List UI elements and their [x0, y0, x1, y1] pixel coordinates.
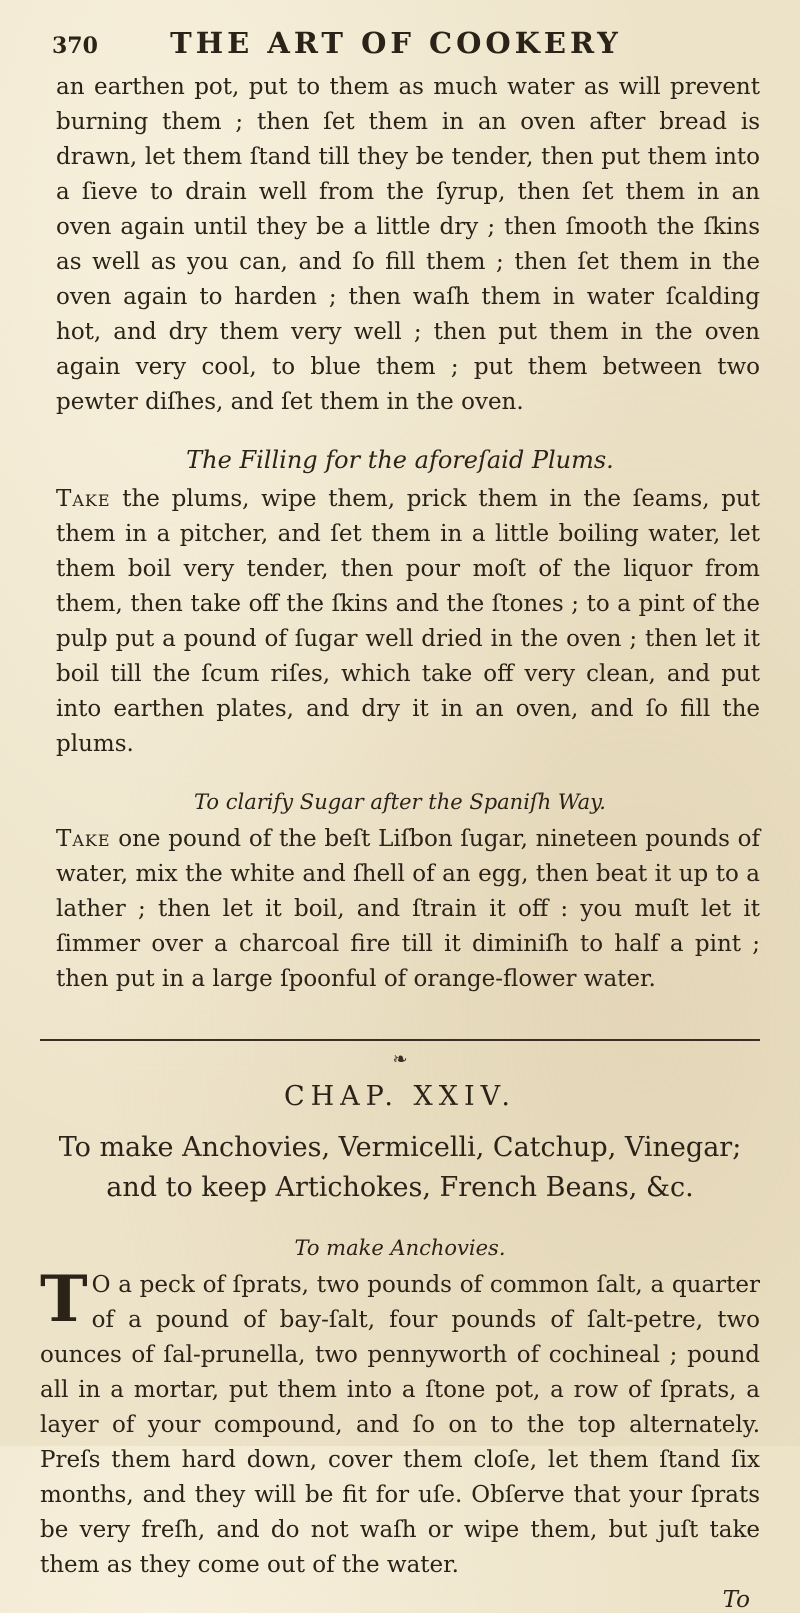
recipe-body-sugar	[40, 822, 760, 997]
section-rule	[40, 1039, 760, 1041]
recipe-body-anchovies: O a peck of ſprats, two pounds of common ſalt, a quarter of a pound of bay-ſalt, four pounds of ſalt-petre, two ounces of ſal-prunella, two pennyworth of cochineal ; pound all in a mortar, put them into a ſtone pot, a row of ſprats, a layer of your compound, and ſo on to the top alternately. Preſs them hard down, cover them cloſe, let them ſtand ſix months, and they will be fit for uſe. Obſerve that your ſprats be very freſh, and do not waſh or wipe them, but juſt take them as they come out of the water.	[40, 1272, 760, 1578]
chapter-number: CHAP. XXIV.	[283, 1081, 517, 1112]
ornament-icon: ❧	[392, 1049, 408, 1070]
recipe-lead-word: Take	[56, 826, 111, 852]
drop-cap: T	[40, 1262, 88, 1337]
recipe-title-filling: The Filling for the aforeſaid Plums.	[186, 446, 614, 474]
recipe-title-sugar: To clarify Sugar after the Spaniſh Way.	[194, 790, 606, 814]
running-title: THE ART OF COOKERY	[170, 26, 622, 60]
recipe-lead-word: Take	[56, 486, 111, 512]
recipe-title-anchovies: To make Anchovies.	[294, 1236, 506, 1260]
recipe-body-filling	[40, 482, 760, 762]
chapter-subtitle-line1: To make Anchovies, Vermicelli, Catchup, Vinegar;	[58, 1132, 742, 1163]
chapter-subtitle-line2: and to keep Artichokes, French Beans, &c.	[106, 1172, 694, 1203]
page-number: 370	[52, 33, 98, 59]
anchovies-recipe	[40, 1262, 760, 1583]
recipe-text: the plums, wipe them, prick them in the ſeams, put them in a pitcher, and ſet them in a little boiling water, let them boil very tender, then pour moſt of the liquor from them, then take off the ſkins and the ſtones ; to a pint of the pulp put a pound of ſugar well dried in the oven ; then let it boil till the ſcum riſes, which take off very clean, and put into earthen plates, and dry it in an oven, and ſo fill the plums.	[56, 486, 760, 757]
catchword: To	[722, 1587, 750, 1613]
recipe-text: one pound of the beſt Liſbon ſugar, nineteen pounds of water, mix the white and ſhell of an egg, then beat it up to a lather ; then let it boil, and ſtrain it off : you muſt let it ſimmer over a charcoal fire till it diminiſh to half a pint ; then put in a large ſpoonful of orange-flower water.	[56, 826, 760, 992]
intro-paragraph: an earthen pot, put to them as much water as will prevent burning them ; then ſet them in an oven after bread is drawn, let them ſtand till they be tender, then put them into a ſieve to drain well from the ſyrup, then ſet them in an oven again until they be a little dry ; then ſmooth the ſkins as well as you can, and ſo fill them ; then ſet them in the oven again to harden ; then waſh them in water ſcalding hot, and dry them very well ; then put them in the oven again very cool, to blue them ; put them between two pewter diſhes, and ſet them in the oven.	[56, 74, 760, 415]
running-head	[40, 26, 760, 70]
